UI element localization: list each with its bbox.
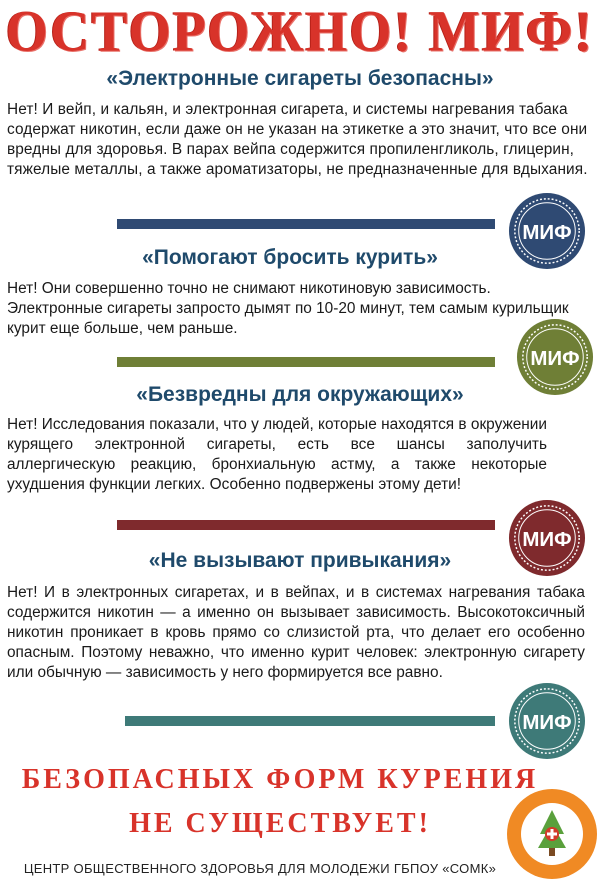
myth-4-heading: «Не вызывают привыкания» (148, 549, 452, 572)
myth-3-text: Нет! Исследования показали, что у людей, которые находятся в окружении курящего электронной сигареты, есть все шансы заполучить аллергическую реакцию, бронхиальную астму, а также некоторые ухудшения функции легких. Особенно подвержены этому дети! (7, 416, 547, 493)
conclusion-line-2: НЕ СУЩЕСТВУЕТ! (129, 808, 431, 839)
divider-olive (117, 357, 495, 367)
myth-1-text: Нет! И вейп, и кальян, и электронная сигарета, и системы нагревания табака содержат никотин, если даже он не указан на этикетке а это значит, что все они вредны для здоровья. В парах вейпа содержится пропиленгликоль, глицерин, тяжелые металлы, а также ароматизаторы, не предназначенные для вдыхания. (7, 101, 588, 178)
myth-2-text: Нет! Они совершенно точно не снимают никотиновую зависимость. Электронные сигареты запросто дымят по 10-20 минут, тем самым курильщик курит еще больше, чем раньше. (7, 280, 569, 337)
myth-stamp-1 (508, 192, 586, 270)
stamp-label: МИФ (522, 527, 572, 551)
stamp-icon (508, 192, 586, 270)
footer-organization: ЦЕНТР ОБЩЕСТВЕННОГО ЗДОРОВЬЯ ДЛЯ МОЛОДЕЖИ ГБПОУ «СОМК» (23, 861, 497, 876)
divider-teal (125, 716, 495, 726)
organization-logo (506, 788, 598, 880)
divider-navy (117, 219, 495, 229)
myth-2-heading: «Помогают бросить курить» (142, 246, 438, 269)
myth-1-heading: «Электронные сигареты безопасны» (106, 67, 494, 90)
stamp-label: МИФ (522, 710, 572, 734)
divider-maroon (117, 520, 495, 530)
poster-title: ОСТОРОЖНО! МИФ! (5, 0, 595, 64)
stamp-icon (508, 682, 586, 760)
myth-stamp-4 (508, 682, 586, 760)
conclusion-line-1: БЕЗОПАСНЫХ ФОРМ КУРЕНИЯ (21, 764, 539, 795)
logo-icon (506, 788, 598, 880)
myth-3-heading: «Безвредны для окружающих» (136, 383, 464, 406)
stamp-label: МИФ (522, 220, 572, 244)
stamp-label: МИФ (530, 346, 580, 370)
myth-4-text: Нет! И в электронных сигаретах, и в вейпах, и в системах нагревания табака содержится никотин — а именно он вызывает зависимость. Высокотоксичный никотин проникает в кровь прямо со слизистой рта, что делает его особенно опасным. Поэтому неважно, что именно курит человек: электронную сигарету или обычную — зависимость у него формируется все равно. (7, 584, 585, 681)
